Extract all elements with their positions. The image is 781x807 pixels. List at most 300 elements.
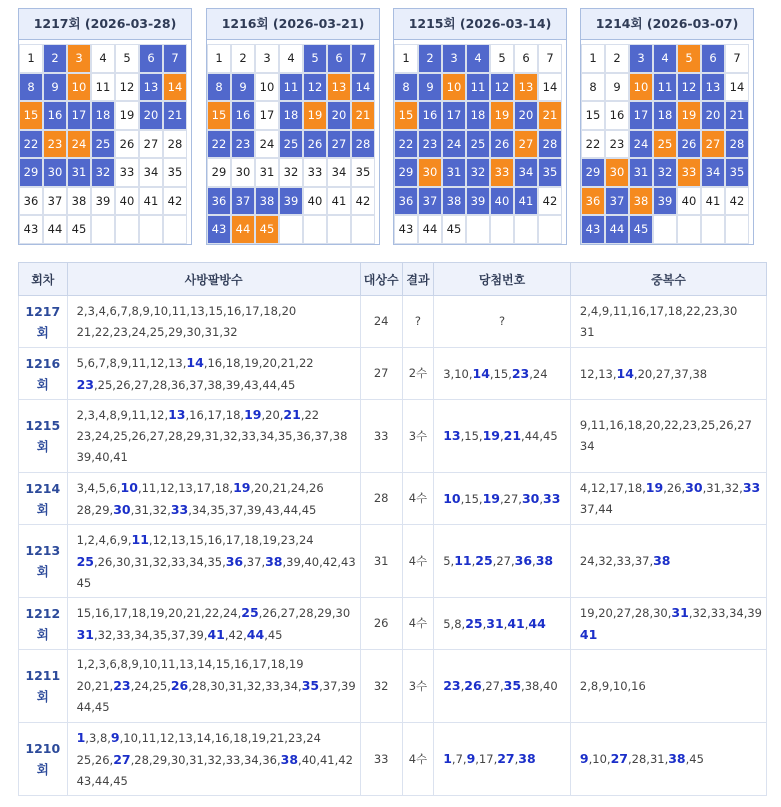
highlighted-number: 23 [113,678,131,693]
number-cell: 13 [327,73,351,102]
highlighted-number: 30 [685,480,703,495]
number-cell: 5 [490,44,514,73]
duplicates-cell: 2,4,9,11,16,17,18,22,23,30 31 [570,296,766,348]
highlighted-number: 41 [207,626,225,642]
number-cell: 29 [207,158,231,187]
number-cell: 24 [442,130,466,159]
number-cell: 12 [303,73,327,102]
numbers-cell: 1,3,8,9,10,11,12,13,14,16,18,19,21,23,24 25,26,27,28,29,30,31,32,33,34,36,38,40,41,42 43,44,45 [67,723,360,796]
grid-card [206,8,380,245]
number-cell: 11 [279,73,303,102]
number-cell: 7 [538,44,562,73]
number-cell: 19 [677,101,701,130]
grid-title: 1215회 (2026-03-14) [394,9,566,40]
number-cell: 5 [303,44,327,73]
highlighted-number: 31 [486,615,504,631]
number-cell: 6 [514,44,538,73]
number-cell: 36 [394,187,418,216]
number-cell: 43 [207,215,231,244]
number-cell: 12 [115,73,139,102]
target-count-cell: 33 [360,400,402,473]
number-cell: 29 [394,158,418,187]
number-cell: 25 [91,130,115,159]
highlighted-number: 1 [443,751,452,766]
number-cell: 2 [231,44,255,73]
number-cell: 33 [677,158,701,187]
number-cell: 37 [418,187,442,216]
number-cell: 22 [394,130,418,159]
highlighted-number: 38 [668,751,686,766]
highlighted-number: 31 [671,604,689,620]
number-cell: 2 [43,44,67,73]
highlighted-number: 13 [168,407,186,422]
number-cell: 22 [581,130,605,159]
grid-card [393,8,567,245]
number-cell: 27 [327,130,351,159]
round-cell: 1212회 [19,598,68,650]
number-cell: 33 [115,158,139,187]
target-count-cell: 33 [360,723,402,796]
result-cell: 4수 [402,525,434,598]
number-cell: 30 [43,158,67,187]
highlighted-number: 26 [464,678,482,693]
highlighted-number: 44 [528,615,546,631]
number-cell: 4 [466,44,490,73]
highlighted-number: 14 [472,365,490,381]
highlighted-number: 30 [521,490,540,506]
number-cell: 40 [677,187,701,216]
number-cell: 37 [605,187,629,216]
number-cell: 26 [490,130,514,159]
number-cell: 36 [207,187,231,216]
number-cell: 1 [207,44,231,73]
number-cell: 19 [303,101,327,130]
number-cell: 18 [279,101,303,130]
highlighted-number: 19 [645,480,664,495]
number-cell [327,215,351,244]
highlighted-number: 33 [543,490,561,506]
number-cell: 32 [279,158,303,187]
number-cell: 36 [19,187,43,216]
number-cell: 14 [538,73,562,102]
number-cell: 4 [91,44,115,73]
grid-title: 1216회 (2026-03-21) [207,9,379,40]
number-cell: 19 [115,101,139,130]
number-cell: 16 [418,101,442,130]
number-cell [351,215,375,244]
target-count-cell: 24 [360,296,402,348]
highlighted-number: 38 [265,553,283,569]
number-cell: 27 [701,130,725,159]
number-cell: 8 [394,73,418,102]
number-cell: 35 [351,158,375,187]
result-cell: 3수 [402,650,434,723]
number-cell: 6 [139,44,163,73]
number-cell: 31 [255,158,279,187]
number-cell: 27 [514,130,538,159]
target-count-cell: 27 [360,348,402,400]
number-cell: 34 [701,158,725,187]
highlighted-number: 25 [76,553,94,569]
number-cell: 42 [163,187,187,216]
target-count-cell: 28 [360,473,402,525]
number-cell: 30 [418,158,442,187]
round-cell: 1213회 [19,525,68,598]
number-cell [91,215,115,244]
number-cell: 9 [43,73,67,102]
number-cell: 23 [418,130,442,159]
number-cell: 8 [581,73,605,102]
winning-numbers-cell: 5,8,25,31,41,44 [434,598,571,650]
number-cell: 43 [19,215,43,244]
number-cell: 12 [490,73,514,102]
number-cell: 6 [327,44,351,73]
highlighted-number: 21 [503,428,522,443]
highlighted-number: 10 [443,490,461,506]
number-cell: 13 [701,73,725,102]
number-cell: 36 [581,187,605,216]
highlighted-number: 9 [466,751,476,766]
number-cell: 4 [279,44,303,73]
number-cell: 4 [653,44,677,73]
number-cell: 16 [231,101,255,130]
highlighted-number: 26 [170,678,189,693]
number-cell: 1 [581,44,605,73]
number-cell: 34 [514,158,538,187]
table-row [19,473,767,525]
number-cell: 23 [43,130,67,159]
number-cell [653,215,677,244]
number-cell: 10 [442,73,466,102]
table-row [19,348,767,400]
number-cell: 3 [255,44,279,73]
number-cell: 22 [207,130,231,159]
number-cell [725,215,749,244]
round-cell: 1215회 [19,400,68,473]
number-cell: 33 [490,158,514,187]
highlighted-number: 11 [454,553,472,568]
number-cell: 21 [163,101,187,130]
number-cell: 21 [538,101,562,130]
header-result: 결과 [402,263,434,296]
highlighted-number: 25 [465,615,483,631]
number-cell: 14 [351,73,375,102]
grid-card [18,8,192,245]
number-cell: 28 [725,130,749,159]
table-row [19,400,767,473]
number-cell: 45 [67,215,91,244]
number-cell: 37 [231,187,255,216]
number-cell: 34 [139,158,163,187]
number-cell: 21 [351,101,375,130]
round-cell: 1214회 [19,473,68,525]
number-cell: 40 [303,187,327,216]
number-cell: 32 [466,158,490,187]
table-row [19,723,767,796]
number-cell: 17 [629,101,653,130]
number-cell: 41 [514,187,538,216]
target-count-cell: 31 [360,525,402,598]
number-cell [115,215,139,244]
highlighted-number: 35 [503,678,522,693]
numbers-cell: 5,6,7,8,9,11,12,13,14,16,18,19,20,21,22 23,25,26,27,28,36,37,38,39,43,44,45 [67,348,360,400]
number-cell: 23 [231,130,255,159]
number-cell: 16 [43,101,67,130]
number-cell: 44 [231,215,255,244]
number-cell: 37 [43,187,67,216]
number-cell: 8 [207,73,231,102]
number-cell: 38 [255,187,279,216]
highlighted-number: 38 [280,751,299,767]
table-row [19,296,767,348]
highlighted-number: 36 [225,553,244,569]
header-winning-numbers: 당첨번호 [434,263,571,296]
number-cell [466,215,490,244]
duplicates-cell: 2,8,9,10,16 [570,650,766,723]
highlighted-number: 38 [535,553,554,568]
number-cell [279,215,303,244]
highlighted-number: 1 [76,729,86,745]
duplicates-cell: 24,32,33,37,38 [570,525,766,598]
number-cell: 42 [538,187,562,216]
round-cell: 1216회 [19,348,68,400]
number-cell [538,215,562,244]
number-cell: 38 [629,187,653,216]
number-cell: 26 [677,130,701,159]
numbers-cell: 3,4,5,6,10,11,12,13,17,18,19,20,21,24,26 28,29,30,31,32,33,34,35,37,39,43,44,45 [67,473,360,525]
target-count-cell: 32 [360,650,402,723]
highlighted-number: 35 [301,678,320,693]
number-cell: 20 [701,101,725,130]
number-cell [701,215,725,244]
duplicates-cell: 4,12,17,18,19,26,30,31,32,33 37,44 [570,473,766,525]
number-cell: 22 [19,130,43,159]
number-cell: 3 [67,44,91,73]
grid-title: 1214회 (2026-03-07) [581,9,753,40]
round-cell: 1217회 [19,296,68,348]
number-grids-area [0,0,781,250]
result-cell: 2수 [402,348,434,400]
highlighted-number: 23 [511,365,530,381]
highlighted-number: 33 [742,480,761,495]
number-cell: 12 [677,73,701,102]
number-cell: 31 [67,158,91,187]
table-row [19,525,767,598]
highlighted-number: 27 [113,751,131,767]
number-cell: 38 [67,187,91,216]
number-cell: 15 [394,101,418,130]
grid-title: 1217회 (2026-03-28) [19,9,191,40]
number-cell: 15 [19,101,43,130]
number-cell: 28 [351,130,375,159]
number-cell: 5 [677,44,701,73]
number-cell: 45 [255,215,279,244]
header-target-count: 대상수 [360,263,402,296]
number-cell: 30 [231,158,255,187]
number-cell: 11 [466,73,490,102]
number-cell: 17 [442,101,466,130]
number-cell: 26 [303,130,327,159]
number-cell: 8 [19,73,43,102]
number-cell [163,215,187,244]
number-cell: 39 [653,187,677,216]
number-cell: 7 [163,44,187,73]
winning-numbers-cell: 1,7,9,17,27,38 [434,723,571,796]
number-cell: 25 [466,130,490,159]
number-cell: 24 [67,130,91,159]
number-cell: 28 [163,130,187,159]
number-cell: 9 [231,73,255,102]
number-cell: 45 [442,215,466,244]
highlighted-number: 44 [246,626,265,642]
number-cell: 11 [91,73,115,102]
highlighted-number: 41 [507,615,525,631]
highlighted-number: 27 [497,751,515,766]
number-cell: 2 [605,44,629,73]
highlighted-number: 36 [514,553,533,568]
winning-numbers-cell: 23,26,27,35,38,40 [434,650,571,723]
number-cell: 2 [418,44,442,73]
target-count-cell: 26 [360,598,402,650]
number-cell: 10 [629,73,653,102]
result-cell: 3수 [402,400,434,473]
number-cell: 41 [139,187,163,216]
number-cell: 30 [605,158,629,187]
number-cell: 28 [538,130,562,159]
highlighted-number: 30 [113,501,131,517]
number-cell: 14 [725,73,749,102]
highlighted-number: 33 [170,501,189,517]
number-cell: 25 [279,130,303,159]
number-cell: 39 [91,187,115,216]
number-cell: 9 [605,73,629,102]
table-row [19,598,767,650]
number-cell: 10 [67,73,91,102]
number-cell: 1 [394,44,418,73]
analysis-table [18,262,767,796]
number-cell: 20 [139,101,163,130]
winning-numbers-cell: 13,15,19,21,44,45 [434,400,571,473]
round-cell: 1210회 [19,723,68,796]
number-cell: 20 [514,101,538,130]
number-cell: 1 [19,44,43,73]
highlighted-number: 21 [283,407,301,422]
header-round: 회차 [19,263,68,296]
numbers-cell: 1,2,3,6,8,9,10,11,13,14,15,16,17,18,19 20,21,23,24,25,26,28,30,31,32,33,34,35,37,39 44,45 [67,650,360,723]
number-cell: 27 [139,130,163,159]
number-cell: 3 [442,44,466,73]
number-cell: 39 [279,187,303,216]
result-cell: 4수 [402,598,434,650]
number-cell: 9 [418,73,442,102]
result-cell: ? [402,296,434,348]
highlighted-number: 31 [76,626,94,642]
number-cell: 10 [255,73,279,102]
number-cell: 18 [91,101,115,130]
number-cell: 26 [115,130,139,159]
number-cell: 14 [163,73,187,102]
number-cell: 38 [442,187,466,216]
number-cell: 17 [67,101,91,130]
highlighted-number: 41 [579,626,598,642]
highlighted-number: 13 [443,428,461,443]
number-cell: 34 [327,158,351,187]
number-cell: 42 [351,187,375,216]
number-cell: 39 [466,187,490,216]
number-cell [303,215,327,244]
number-cell: 31 [629,158,653,187]
highlighted-number: 23 [443,678,461,693]
highlighted-number: 27 [610,751,628,766]
grid-card [580,8,754,245]
number-cell: 15 [207,101,231,130]
number-cell: 40 [115,187,139,216]
number-cell [514,215,538,244]
number-cell: 35 [163,158,187,187]
header-numbers: 사방팔방수 [67,263,360,296]
numbers-cell: 1,2,4,6,9,11,12,13,15,16,17,18,19,23,24 25,26,30,31,32,33,34,35,36,37,38,39,40,42,43 45 [67,525,360,598]
number-cell: 29 [19,158,43,187]
number-cell: 44 [43,215,67,244]
highlighted-number: 19 [244,407,262,422]
number-cell: 18 [466,101,490,130]
number-cell: 7 [351,44,375,73]
highlighted-number: 25 [475,553,493,568]
number-cell [490,215,514,244]
round-cell: 1211회 [19,650,68,723]
duplicates-cell: 9,10,27,28,31,38,45 [570,723,766,796]
result-cell: 4수 [402,473,434,525]
number-cell: 3 [629,44,653,73]
table-header-row [19,263,767,296]
highlighted-number: 23 [76,376,94,392]
highlighted-number: 19 [482,428,500,443]
number-cell: 13 [139,73,163,102]
number-cell: 43 [394,215,418,244]
number-cell: 44 [605,215,629,244]
number-cell [139,215,163,244]
number-cell: 41 [327,187,351,216]
highlighted-number: 14 [616,365,634,381]
duplicates-cell: 19,20,27,28,30,31,32,33,34,39 41 [570,598,766,650]
highlighted-number: 38 [653,553,671,568]
number-cell: 40 [490,187,514,216]
numbers-cell: 2,3,4,6,7,8,9,10,11,13,15,16,17,18,20 21,22,23,24,25,29,30,31,32 [67,296,360,348]
highlighted-number: 25 [241,604,259,620]
header-duplicates: 중복수 [570,263,766,296]
winning-numbers-cell: 5,11,25,27,36,38 [434,525,571,598]
number-cell: 24 [255,130,279,159]
highlighted-number: 9 [579,751,589,766]
number-cell: 44 [418,215,442,244]
number-cell: 16 [605,101,629,130]
duplicates-cell: 9,11,16,18,20,22,23,25,26,27 34 [570,400,766,473]
number-cell: 13 [514,73,538,102]
number-cell: 32 [91,158,115,187]
number-cell [677,215,701,244]
number-cell: 11 [653,73,677,102]
highlighted-number: 14 [186,354,204,370]
number-cell: 41 [701,187,725,216]
highlighted-number: 10 [120,479,138,495]
winning-numbers-cell: 10,15,19,27,30,33 [434,473,571,525]
numbers-cell: 15,16,17,18,19,20,21,22,24,25,26,27,28,29,30 31,32,33,34,35,37,39,41,42,44,45 [67,598,360,650]
highlighted-number: 9 [110,729,120,745]
number-cell: 43 [581,215,605,244]
number-cell: 45 [629,215,653,244]
highlighted-number: 19 [482,490,500,506]
numbers-cell: 2,3,4,8,9,11,12,13,16,17,18,19,20,21,22 23,24,25,26,27,28,29,31,32,33,34,35,36,37,38 39,40,41 [67,400,360,473]
